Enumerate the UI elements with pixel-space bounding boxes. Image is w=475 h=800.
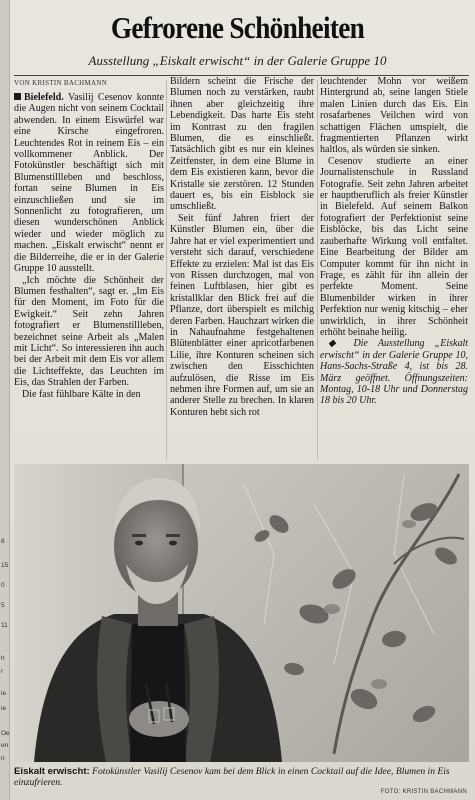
edge-fragment: 11	[1, 622, 8, 629]
paragraph	[14, 92, 164, 275]
paragraph: Bildern scheint die Frische der Blumen noch zu verstärken, raubt ihnen aber gleichzeitig ihre Lebendigkeit. Das harte Eis steht im Kontrast zu den fragilen Blumen, die es einschließt. Tatsächlich gibt es nur ein kleines Zeitfenster, in dem eine Blume in dem Eis existieren kann, bevor die Kristalle sie zerstören. 12 Stunden dauert es, bis ein Eisblock sie umschließt.	[170, 76, 314, 213]
edge-fragment: en	[1, 742, 9, 749]
adjacent-column-edge	[0, 0, 10, 800]
caption-text: Fotokünstler Vasilij Cesenov kam bei dem Blick in einen Cocktail auf die Idee, Blumen in Eis einzufrieren.	[14, 766, 450, 788]
paragraph: leuchtender Mohn vor weißem Hintergrund ab, seine langen Stiele malen Linien durch das Eis. Ein rosafarbenes Veilchen wird von schattigen Flächen umspielt, die fragmentierten Pflanzen wirkt haltlos, als würden sie sinken.	[320, 76, 468, 156]
photo-caption	[14, 766, 470, 788]
paragraph: Die fast fühlbare Kälte in den	[22, 388, 141, 400]
text-column-2	[170, 76, 314, 460]
column-divider	[317, 80, 318, 460]
article-subtitle: Ausstellung „Eiskalt erwischt“ in der Galerie Gruppe 10	[88, 53, 387, 68]
text-column-3	[320, 76, 468, 476]
article-byline: VON KRISTIN BACHMANN	[14, 79, 108, 87]
edge-fragment: 8	[1, 538, 5, 545]
edge-fragment: n	[1, 755, 5, 762]
photo-credit: FOTO: KRISTIN BACHMANN	[380, 789, 467, 795]
edge-fragment: 15	[1, 562, 9, 569]
edge-fragment: h	[1, 655, 5, 662]
edge-fragment: r	[1, 668, 4, 675]
text-column-1	[14, 92, 164, 458]
edge-fragment: ie	[1, 705, 7, 712]
edge-fragment: 0	[1, 582, 5, 589]
edge-fragment: ie	[1, 690, 7, 697]
paragraph: „Ich möchte die Schönheit der Blumen festhalten“, sagt er. „Im Eis für den Moment, im Foto für die Ewigkeit.“ Seit zehn Jahren fotografiert er Blumenstillleben, bezeichnet seine Arbeit als „Malen mit Licht“. So interessieren ihn auch bei der Arbeit mit dem Eis vor allem die Lichteffekte, das Leuchten im Eis, das Strahlen der Farben.	[14, 274, 164, 389]
dateline: Bielefeld.	[24, 92, 64, 103]
edge-fragment: Oe	[1, 730, 10, 737]
edge-fragment: 5	[1, 602, 5, 609]
paragraph-text: Vasilij Cesenov konnte die Augen nicht von seinem Cocktail abwenden. In einem Eiswürfel war eine Kirsche eingefroren. Leuchtendes Rot in reinem Eis – ein vollkommener Anblick. Der Fotokünstler beschäftigt sich mit Blumenstillleben und beschloss, fortan seine Blumen in Eis einzuschließen und sie im Sonnenlicht zu fotografieren, um diesen wunderschönen Anblick wieder und wieder möglich zu machen. „Eiskalt erwischt“ nennt er die Bilderreihe, die er in der Galerie Gruppe 10 ausstellt.	[14, 92, 164, 275]
paragraph: Seit fünf Jahren friert der Künstler Blumen ein, über die Jahre hat er viel experimentiert und versteht sich darauf, verschiedene Effekte zu erzielen: Mal ist das Eis von Rissen durchzogen, mal von feinen Luftblasen, hier gibt es kristallklar den Blick frei auf die Pflanze, dort überspielt es milchig deren Farben. Hauchzart wirken die in Nahaufnahme festgehaltenen Blütenblätter einer apricotfarbenen Lilie, ihre Konturen scheinen sich zwischen den Eisschichten aufzulösen, die Risse im Eis nehmen ihre Formen auf, um sie an anderer Stelle zu brechen. In klaren Konturen hebt sich rot	[170, 212, 314, 418]
paragraph-marker-icon	[14, 93, 21, 100]
article-photo	[14, 464, 469, 762]
article-headline: Gefrorene Schönheiten	[110, 10, 365, 45]
paragraph: Cesenov studierte an einer Journalistenschule in Russland Fotografie. Seit zehn Jahren arbeitet er hauptberuflich als freier Künstler in Bielefeld. Auf seinem Balkon fotografiert der Perfektionist seine Eisblöcke, bis das Licht seine zauberhafte Wirkung voll entfaltet. Eine Bearbeitung der Bilder am Computer kommt für ihn nicht in Frage, es zählt für ihn allein der perfekte Moment. Seine Blumenbilder wirken in ihrer Perfektion nur wenig kitschig – eher unwirklich, in ihrer Schönheit erhöht beinahe heilig.	[320, 155, 468, 338]
photo-illustration	[14, 464, 469, 762]
caption-lead: Eiskalt erwischt:	[14, 766, 90, 777]
column-divider	[166, 80, 167, 460]
exhibition-info: ◆ Die Ausstellung „Eiskalt erwischt“ in der Galerie Gruppe 10, Hans-Sachs-Straße 4, ist bis 28. März geöffnet. Öffnungszeiten: Montag, 10-18 Uhr und Donnerstag 18 bis 20 Uhr.	[320, 338, 468, 407]
